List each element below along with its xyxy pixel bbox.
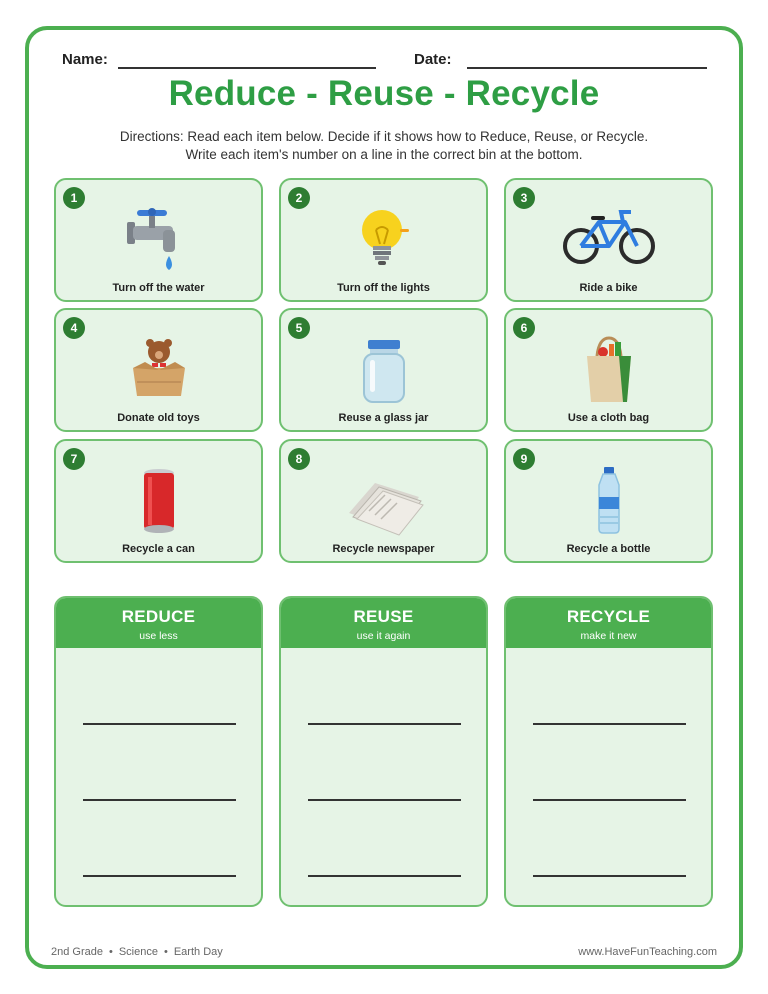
item-number-badge: 9 (513, 448, 535, 470)
date-field[interactable] (467, 67, 707, 69)
item-card-2 (279, 178, 488, 302)
footer-tags (51, 946, 223, 958)
answer-line[interactable] (83, 875, 236, 877)
item-number-badge: 4 (63, 317, 85, 339)
item-label: Reuse a glass jar (338, 412, 429, 424)
bin-subtitle: make it new (580, 630, 637, 642)
item-card-3 (504, 178, 713, 302)
item-label: Turn off the water (112, 282, 205, 294)
item-number-badge: 3 (513, 187, 535, 209)
item-card-7 (54, 439, 263, 563)
bin-header (506, 598, 711, 648)
item-label: Use a cloth bag (567, 412, 650, 424)
faucet-icon (56, 200, 261, 282)
footer-subject: Science (118, 946, 158, 958)
bin-subtitle: use less (139, 630, 178, 642)
name-label: Name: (62, 51, 108, 68)
light-bulb-icon (281, 200, 486, 282)
soda-can-icon (56, 461, 261, 543)
glass-jar-icon (281, 330, 486, 412)
newspaper-icon (281, 461, 486, 543)
bin-reduce (54, 596, 263, 907)
answer-line[interactable] (83, 723, 236, 725)
bin-reuse (279, 596, 488, 907)
item-card-9 (504, 439, 713, 563)
item-label: Ride a bike (579, 282, 638, 294)
directions-line-1: Directions: Read each item below. Decide if it shows how to Reduce, Reuse, or Recycle. (119, 129, 649, 144)
bin-title: RECYCLE (566, 607, 651, 626)
item-number-badge: 7 (63, 448, 85, 470)
answer-line[interactable] (83, 799, 236, 801)
item-label: Recycle a can (122, 543, 195, 555)
item-card-4 (54, 308, 263, 432)
answer-line[interactable] (533, 875, 686, 877)
name-field[interactable] (118, 67, 376, 69)
separator-dot: • (163, 946, 168, 958)
cloth-bag-icon (506, 330, 711, 412)
item-number-badge: 1 (63, 187, 85, 209)
footer-grade: 2nd Grade (51, 946, 103, 958)
bin-title: REUSE (353, 607, 414, 626)
item-number-badge: 2 (288, 187, 310, 209)
directions-line-2: Write each item's number on a line in the correct bin at the bottom. (185, 147, 583, 162)
answer-line[interactable] (308, 875, 461, 877)
bin-subtitle: use it again (356, 630, 411, 642)
item-card-8 (279, 439, 488, 563)
item-number-badge: 5 (288, 317, 310, 339)
item-number-badge: 6 (513, 317, 535, 339)
item-label: Donate old toys (117, 412, 200, 424)
item-label: Recycle newspaper (332, 543, 435, 555)
answer-line[interactable] (533, 799, 686, 801)
item-card-6 (504, 308, 713, 432)
answer-line[interactable] (533, 723, 686, 725)
item-card-5 (279, 308, 488, 432)
answer-line[interactable] (308, 723, 461, 725)
directions (60, 128, 708, 164)
item-label: Recycle a bottle (566, 543, 651, 555)
separator-dot: • (108, 946, 113, 958)
item-card-1 (54, 178, 263, 302)
page-title: Reduce - Reuse - Recycle (168, 74, 600, 113)
item-label: Turn off the lights (337, 282, 430, 294)
bin-recycle (504, 596, 713, 907)
date-label: Date: (414, 51, 452, 68)
footer-website[interactable]: www.HaveFunTeaching.com (578, 946, 717, 958)
water-bottle-icon (506, 461, 711, 543)
bin-header (56, 598, 261, 648)
item-number-badge: 8 (288, 448, 310, 470)
bin-header (281, 598, 486, 648)
footer-topic: Earth Day (173, 946, 223, 958)
name-date-row (62, 51, 707, 75)
bin-title: REDUCE (121, 607, 196, 626)
bicycle-icon (506, 200, 711, 282)
answer-line[interactable] (308, 799, 461, 801)
teddy-bear-box-icon (56, 330, 261, 412)
